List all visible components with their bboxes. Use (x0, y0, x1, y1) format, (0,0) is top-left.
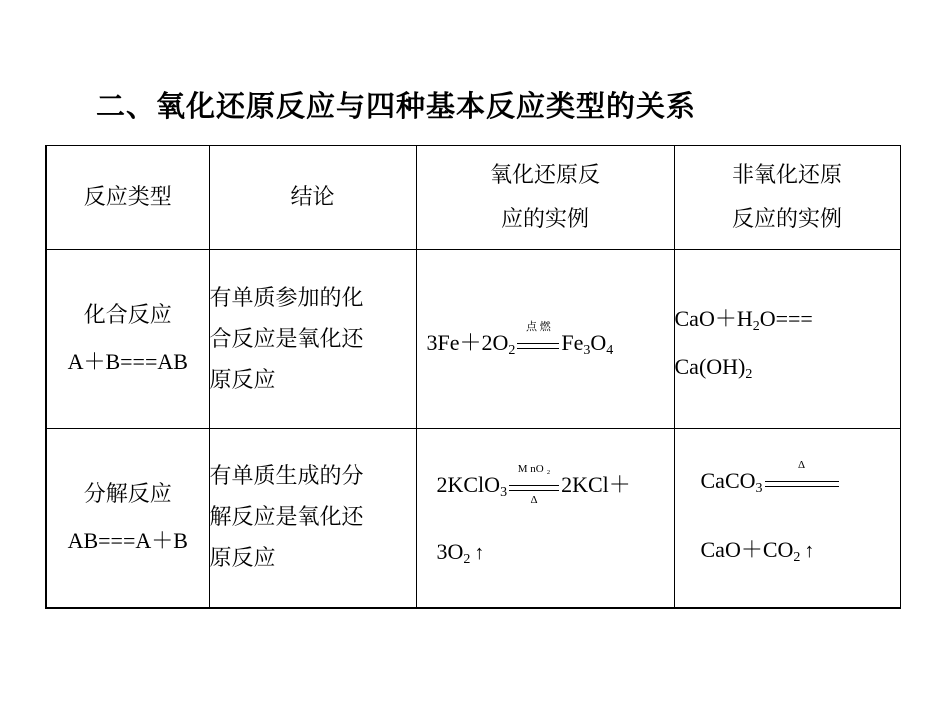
decomposition-redox-line1 (436, 462, 631, 506)
table-header-row (46, 146, 900, 250)
nonredox2-reactant: CaCO (700, 468, 756, 493)
combination-redox-reactants: 3Fe＋2O (426, 330, 509, 355)
header-conclusion-text: 结论 (290, 184, 335, 210)
condition-catalyst-label: M nO ₂ (517, 462, 551, 475)
combination-type-formula: A＋B===AB (67, 349, 188, 374)
header-reaction-type (46, 146, 209, 250)
nonredox2-products-subscript: 2 (793, 550, 801, 565)
decomposition-nonredox-line1 (700, 458, 841, 496)
combination-redox-product-mid: O (590, 330, 607, 355)
decomposition-conclusion-line3: 原反应 (209, 546, 276, 572)
combination-redox-product-subscript2: 4 (606, 343, 614, 358)
combination-redox-reactant-subscript: 2 (508, 343, 516, 358)
nonredox1-subscript: 2 (752, 319, 760, 334)
reaction-condition-sign (517, 320, 559, 356)
decomposition-redox-cell (416, 429, 674, 608)
condition-heat-label: Δ (530, 493, 538, 506)
nonredox1-product: Ca(OH) (674, 354, 746, 379)
combination-redox-product: Fe (561, 330, 584, 355)
redox2-product: 2KCl＋ (561, 472, 631, 497)
header-redox-line1: 氧化还原反 (489, 162, 600, 188)
nonredox1-reactants-end: O=== (759, 306, 813, 331)
combination-type-cell (46, 250, 209, 429)
gas-arrow-icon: ↑ (804, 540, 815, 562)
nonredox1-product-subscript: 2 (745, 367, 753, 382)
decomposition-conclusion-cell (209, 429, 416, 608)
header-conclusion (209, 146, 416, 250)
redox2-reactant-subscript: 3 (500, 485, 508, 500)
condition-ignite-label: 点 燃 (526, 320, 551, 333)
header-nonredox-line1: 非氧化还原 (731, 162, 842, 188)
decomposition-conclusion-line1: 有单质生成的分 (209, 464, 364, 490)
page-title: 二、氧化还原反应与四种基本反应类型的关系 (96, 89, 697, 123)
decomposition-type-name: 分解反应 (83, 481, 172, 507)
combination-conclusion-line1: 有单质参加的化 (209, 285, 364, 311)
decomposition-conclusion-line2: 解反应是氧化还 (209, 505, 364, 531)
combination-redox-cell (416, 250, 674, 429)
combination-nonredox-cell (674, 250, 900, 429)
decomposition-type-formula: AB===A＋B (67, 527, 188, 553)
header-redox-line2: 应的实例 (500, 206, 589, 232)
reaction-condition-sign (765, 458, 839, 494)
redox2-oxygen: 3O (436, 539, 464, 564)
header-nonredox-line2: 反应的实例 (731, 206, 842, 232)
header-reaction-type-text: 反应类型 (83, 184, 172, 210)
decomposition-type-cell (46, 429, 209, 608)
table-row-decomposition (46, 429, 900, 608)
nonredox2-reactant-subscript: 3 (755, 481, 763, 496)
header-nonredox-example (674, 146, 900, 250)
combination-conclusion-line2: 合反应是氧化还 (209, 326, 364, 352)
combination-conclusion-line3: 原反应 (209, 367, 276, 393)
combination-redox-product-subscript1: 3 (583, 343, 591, 358)
gas-arrow-icon: ↑ (474, 542, 485, 564)
combination-type-name: 化合反应 (83, 303, 172, 328)
reaction-type-table (45, 145, 901, 609)
combination-nonredox-line1 (675, 302, 813, 333)
redox2-reactant: 2KClO (436, 472, 501, 497)
nonredox2-products: CaO＋CO (700, 537, 794, 562)
redox2-oxygen-subscript: 2 (463, 552, 471, 567)
decomposition-nonredox-cell (674, 429, 900, 608)
combination-redox-equation (426, 320, 614, 358)
table-row-combination (46, 250, 900, 429)
combination-conclusion-cell (209, 250, 416, 429)
reaction-condition-sign (509, 462, 559, 506)
combination-nonredox-line2 (675, 354, 753, 380)
decomposition-nonredox-line2 (701, 533, 815, 564)
decomposition-redox-line2 (437, 539, 485, 565)
header-redox-example (416, 146, 674, 250)
condition-heat-label: Δ (797, 458, 806, 471)
nonredox1-reactants: CaO＋H (674, 306, 753, 331)
